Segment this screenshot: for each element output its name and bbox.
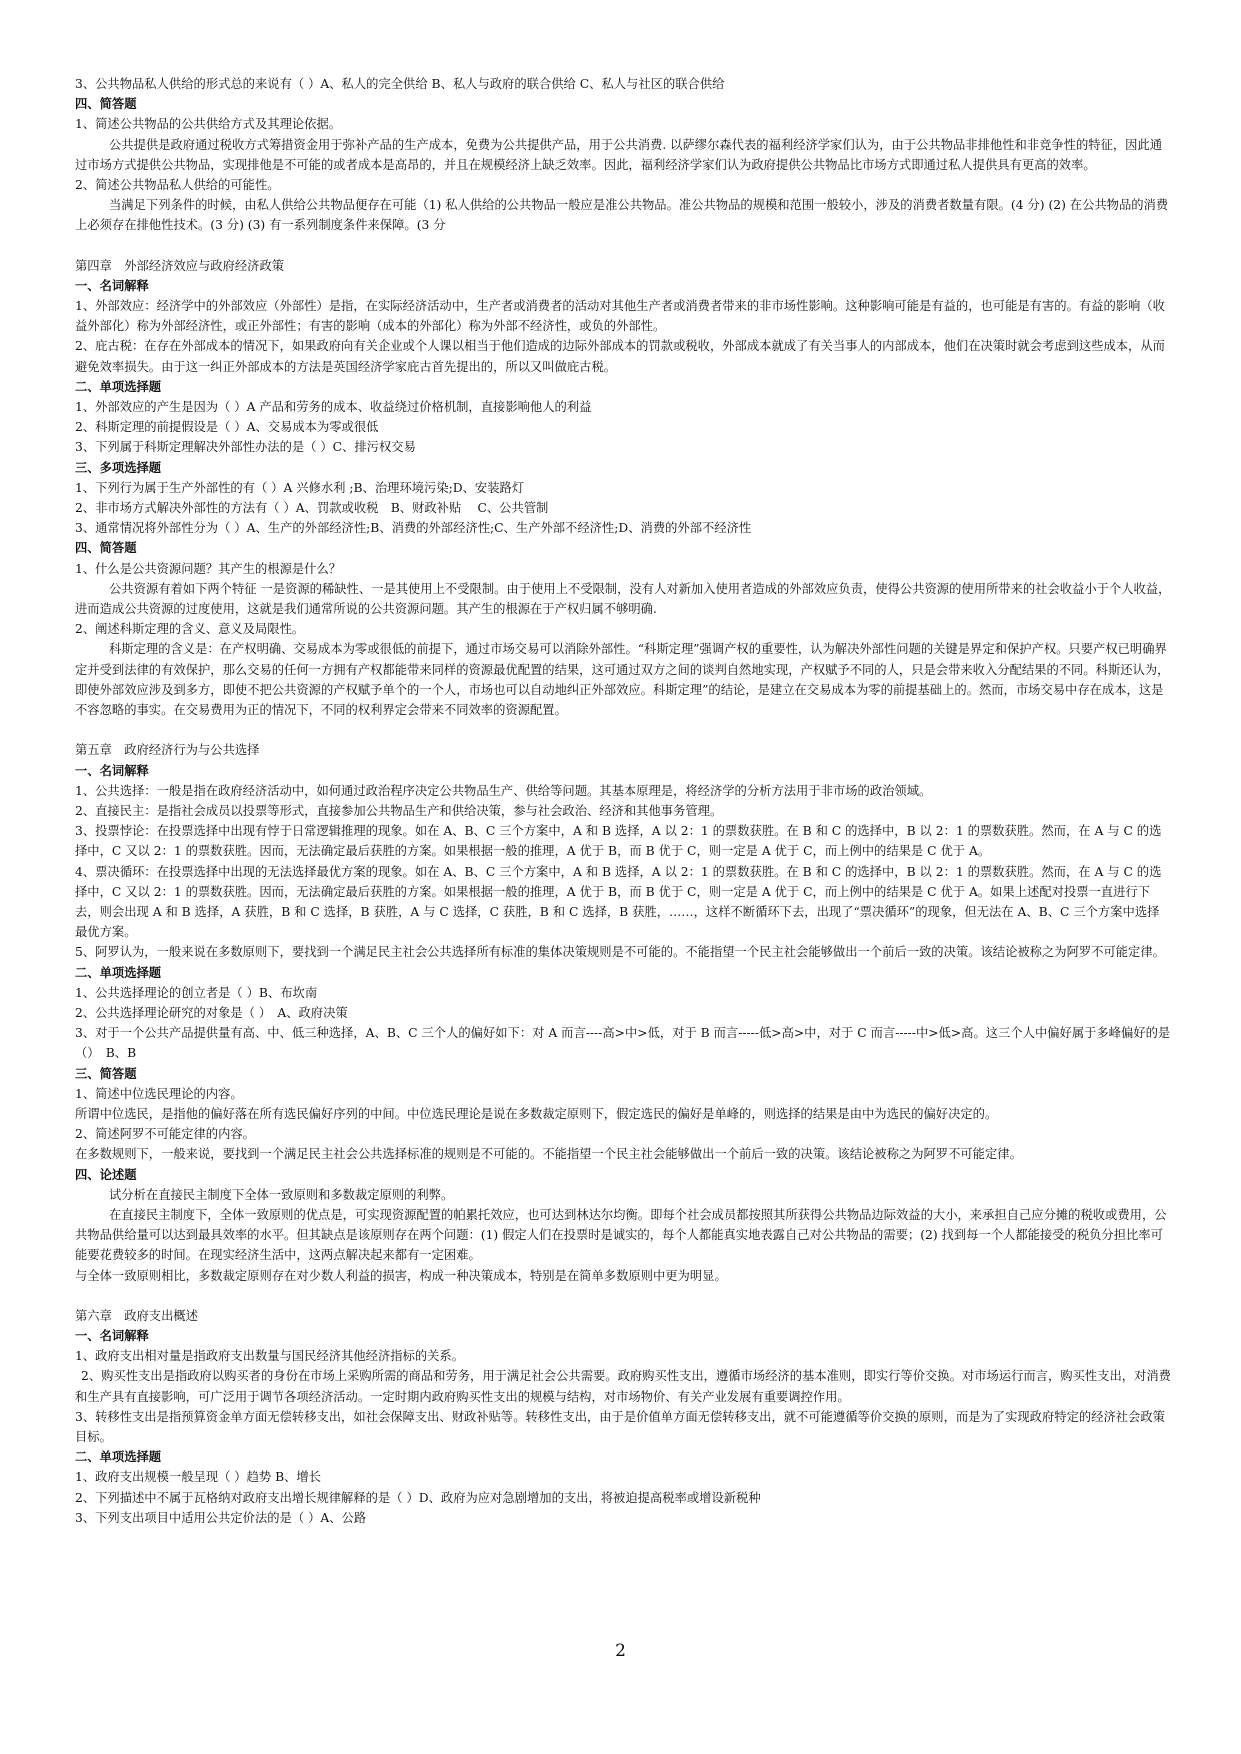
definition-item: 3、转移性支出是指预算资金单方面无偿转移支出，如社会保障支出、财政补贴等。转移性支出，由于是价值单方面无偿转移支出，就不可能遵循等价交换的原则，而是为了实现政府特定的经济社会政策目标。 <box>75 1409 1165 1444</box>
definition-item: 1、公共选择：一般是指在政府经济活动中，如何通过政治程序决定公共物品生产、供给等问题。其基本原理是，将经济学的分析方法用于非市场的政治领域。 <box>75 783 932 798</box>
chapter-title: 第五章 政府经济行为与公共选择 <box>75 743 260 758</box>
section-heading: 二、单项选择题 <box>75 1449 162 1465</box>
section-heading: 二、单项选择题 <box>75 964 162 980</box>
answer-paragraph: 当满足下列条件的时候，由私人供给公共物品便存在可能（1) 私人供给的公共物品一般应是准公共物品。准公共物品的规模和范围一般较小，涉及的消费者数量有限。(4 分) (2) 在公共物品的消费上必须存在排他性技术。(3 分) (3) 有一系列制度条件来保障。(3 分 <box>75 198 1169 233</box>
definition-item: 1、政府支出相对量是指政府支出数量与国民经济其他经济指标的关系。 <box>75 1349 465 1364</box>
choice-item: 2、下列描述中不属于瓦格纳对政府支出增长规律解释的是（ ）D、政府为应对急剧增加的支出，将被迫提高税率或增设新税种 <box>75 1490 761 1505</box>
answer-paragraph: 与全体一致原则相比，多数裁定原则存在对少数人利益的损害，构成一种决策成本，特别是在简单多数原则中更为明显。 <box>75 1268 727 1283</box>
chapter-title: 第四章 外部经济效应与政府经济政策 <box>75 258 285 273</box>
choice-item: 2、公共选择理论研究的对象是（ ） A、政府决策 <box>75 1005 348 1020</box>
question: 1、什么是公共资源问题？其产生的根源是什么？ <box>75 561 342 576</box>
question: 2、阐述科斯定理的含义、意义及局限性。 <box>75 622 305 637</box>
section-heading: 三、多项选择题 <box>75 459 162 475</box>
answer-paragraph: 公共提供是政府通过税收方式筹措资金用于弥补产品的生产成本，免费为公共提供产品，用于公共消费. 以萨缪尔森代表的福利经济学家们认为，由于公共物品非排他性和非竞争性的特征，因此通过市场方式提供公共物品，实现排他是不可能的或者成本是高昂的，并且在规模经济上缺乏效率。因此，福利经济学家们认为政府提供公共物品比市场方式即通过私人提供具有更高的效率。 <box>75 137 1163 172</box>
choice-item: 1、公共选择理论的创立者是（ ）B、布坎南 <box>75 985 318 1000</box>
question: 1、简述公共物品的公共供给方式及其理论依据。 <box>75 117 342 132</box>
choice-item: 2、科斯定理的前提假设是（ ）A、交易成本为零或很低 <box>75 420 379 435</box>
choice-item: 3、对于一个公共产品提供量有高、中、低三种选择，A、B、C 三个人的偏好如下：对 A 而言----高>中>低，对于 B 而言-----低>高>中，对于 C 而言-----中>低>高。这三个人中偏好属于多峰偏好的是（） B、B <box>75 1026 1171 1061</box>
choice-item: 3、通常情况将外部性分为（ ）A、生产的外部经济性;B、消费的外部经济性;C、生产外部不经济性;D、消费的外部不经济性 <box>75 521 752 536</box>
section-heading: 一、名词解释 <box>75 277 149 293</box>
section-heading: 三、简答题 <box>75 1065 137 1081</box>
definition-item: 2、购买性支出是指政府以购买者的身份在市场上采购所需的商品和劳务，用于满足社会公共需要。政府购买性支出，遵循市场经济的基本准则，即实行等价交换。对市场运行而言，购买性支出，对消费和生产具有直接影响，可广泛用于调节各项经济活动。一定时期内政府购买性支出的规模与结构，对市场物价、有关产业发展有重要调控作用。 <box>75 1369 1171 1404</box>
answer-paragraph: 在直接民主制度下，全体一致原则的优点是，可实现资源配置的帕累托效应，也可达到林达尔均衡。即每个社会成员都按照其所获得公共物品边际效益的大小，来承担自己应分摊的税收或费用，公共物品供给量可以达到最具效率的水平。但其缺点是该原则存在两个问题：(1) 假定人们在投票时是诚实的，每个人都能真实地表露自己对公共物品的需要；(2) 找到每一个人都能接受的税负分担比率可能要花费较多的时间。在现实经济生活中，这两点解决起来都有一定困难。 <box>75 1207 1167 1263</box>
answer-paragraph: 在多数规则下，一般来说，要找到一个满足民主社会公共选择标准的规则是不可能的。不能指望一个民主社会能够做出一个前后一致的决策。该结论被称之为阿罗不可能定律。 <box>75 1147 1022 1162</box>
definition-item: 5、阿罗认为，一般来说在多数原则下，要找到一个满足民主社会公共选择所有标准的集体决策规则是不可能的。不能指望一个民主社会能够做出一个前后一致的决策。该结论被称之为阿罗不可能定律。 <box>75 945 1165 960</box>
section-heading: 一、名词解释 <box>75 1327 149 1343</box>
choice-item: 1、外部效应的产生是因为（ ）A 产品和劳务的成本、收益绕过价格机制，直接影响他人的利益 <box>75 400 592 415</box>
document-page <box>75 74 1171 1528</box>
choice-item: 3、下列属于科斯定理解决外部性办法的是（ ）C、排污权交易 <box>75 440 416 455</box>
page-number: 2 <box>615 1641 626 1661</box>
choice-item: 2、非市场方式解决外部性的方法有（ ）A、罚款或收税 B、财政补贴 C、公共管制 <box>75 501 549 516</box>
answer-paragraph: 科斯定理的含义是：在产权明确、交易成本为零或很低的前提下，通过市场交易可以消除外部性。“科斯定理”强调产权的重要性，认为解决外部性问题的关键是界定和保护产权。只要产权已明确界定并受到法律的有效保护，那么交易的任何一方拥有产权都能带来同样的资源最优配置的结果，这可通过双方之间的谈判自然地实现，产权赋予不同的人，只是会带来收入分配结果的不同。科斯还认为，即使外部效应涉及到多方，即使不把公共资源的产权赋予单个的一个人，市场也可以自动地纠正外部效应。科斯定理”的结论，是建立在交易成本为零的前提基础上的。然而，市场交易中存在成本，这是不容忽略的事实。在交易费用为正的情况下，不同的权利界定会带来不同效率的资源配置。 <box>75 642 1170 718</box>
answer-paragraph: 所谓中位选民，是指他的偏好落在所有选民偏好序列的中间。中位选民理论是说在多数裁定原则下，假定选民的偏好是单峰的，则选择的结果是由中为选民的偏好决定的。 <box>75 1106 998 1121</box>
section-heading: 二、单项选择题 <box>75 378 162 394</box>
definition-item: 2、庇古税：在存在外部成本的情况下，如果政府向有关企业或个人课以相当于他们造成的边际外部成本的罚款或税收，外部成本就成了有关当事人的内部成本，他们在决策时就会考虑到这些成本，从而避免效率损失。由于这一纠正外部成本的方法是英国经济学家庇古首先提出的，所以又叫做庇古税。 <box>75 339 1165 374</box>
essay-question: 试分析在直接民主制度下全体一致原则和多数裁定原则的利弊。 <box>109 1187 454 1202</box>
section-heading: 四、论述题 <box>75 1166 137 1182</box>
section-heading: 四、简答题 <box>75 540 137 556</box>
choice-item: 3、公共物品私人供给的形式总的来说有（ ）A、私人的完全供给 B、私人与政府的联合供给 C、私人与社区的联合供给 <box>75 77 725 91</box>
definition-item: 1、外部效应：经济学中的外部效应（外部性）是指，在实际经济活动中，生产者或消费者的活动对其他生产者或消费者带来的非市场性影响。这种影响可能是有益的，也可能是有害的。有益的影响（收益外部化）称为外部经济性，或正外部性；有害的影响（成本的外部化）称为外部不经济性，或负的外部性。 <box>75 299 1165 334</box>
section-heading: 四、简答题 <box>75 96 137 112</box>
choice-item: 1、下列行为属于生产外部性的有（ ）A 兴修水利 ;B、治理环境污染;D、安装路灯 <box>75 480 525 495</box>
question: 2、简述公共物品私人供给的可能性。 <box>75 178 280 193</box>
choice-item: 1、政府支出规模一般呈现（ ）趋势 B、增长 <box>75 1470 322 1485</box>
definition-item: 4、票决循环：在投票选择中出现的无法选择最优方案的现象。如在 A、B、C 三个方案中，A 和 B 选择，A 以 2：1 的票数获胜。在 B 和 C 的选择中，B 以 2：1 的票数获胜。然而，在 A 与 C 的选择中，C 又以 2：1 的票数获胜。因而，无法确定最后获胜的方案。如果根据一般的推理，A 优于 B，而 B 优于 C，则一定是 A 优于 C，而上例中的结果是 C 优于 A。如果上述配对投票一直进行下去，则会出现 A 和 B 选择，A 获胜，B 和 C 选择，B 获胜，A 与 C 选择，C 获胜，B 和 C 选择，B 获胜，……，这样不断循环下去，出现了“票决循环”的现象，但无法在 A、B、C 三个方案中选择最优方案。 <box>75 864 1162 940</box>
chapter-title: 第六章 政府支出概述 <box>75 1308 198 1323</box>
definition-item: 3、投票悖论：在投票选择中出现有悖于日常逻辑推理的现象。如在 A、B、C 三个方案中，A 和 B 选择，A 以 2：1 的票数获胜。在 B 和 C 的选择中，B 以 2：1 的票数获胜。然而，在 A 与 C 的选择中，C 又以 2：1 的票数获胜。因而，无法确定最后获胜的方案。如果根据一般的推理，A 优于 B，而 B 优于 C，则一定是 A 优于 C，而上例中的结果是 C 优于 A。 <box>75 824 1162 859</box>
definition-item: 2、直接民主：是指社会成员以投票等形式，直接参加公共物品生产和供给决策，参与社会政治、经济和其他事务管理。 <box>75 803 723 818</box>
question: 1、简述中位选民理论的内容。 <box>75 1086 243 1101</box>
question: 2、简述阿罗不可能定律的内容。 <box>75 1127 255 1142</box>
section-heading: 一、名词解释 <box>75 762 149 778</box>
choice-item: 3、下列支出项目中适用公共定价法的是（ ）A、公路 <box>75 1510 367 1525</box>
answer-paragraph: 公共资源有着如下两个特征 一是资源的稀缺性、一是其使用上不受限制。由于使用上不受限制，没有人对新加入使用者造成的外部效应负责，使得公共资源的使用所带来的社会收益小于个人收益，进而造成公共资源的过度使用，这就是我们通常所说的公共资源问题。其产生的根源在于产权归属不够明确. <box>75 581 1171 617</box>
